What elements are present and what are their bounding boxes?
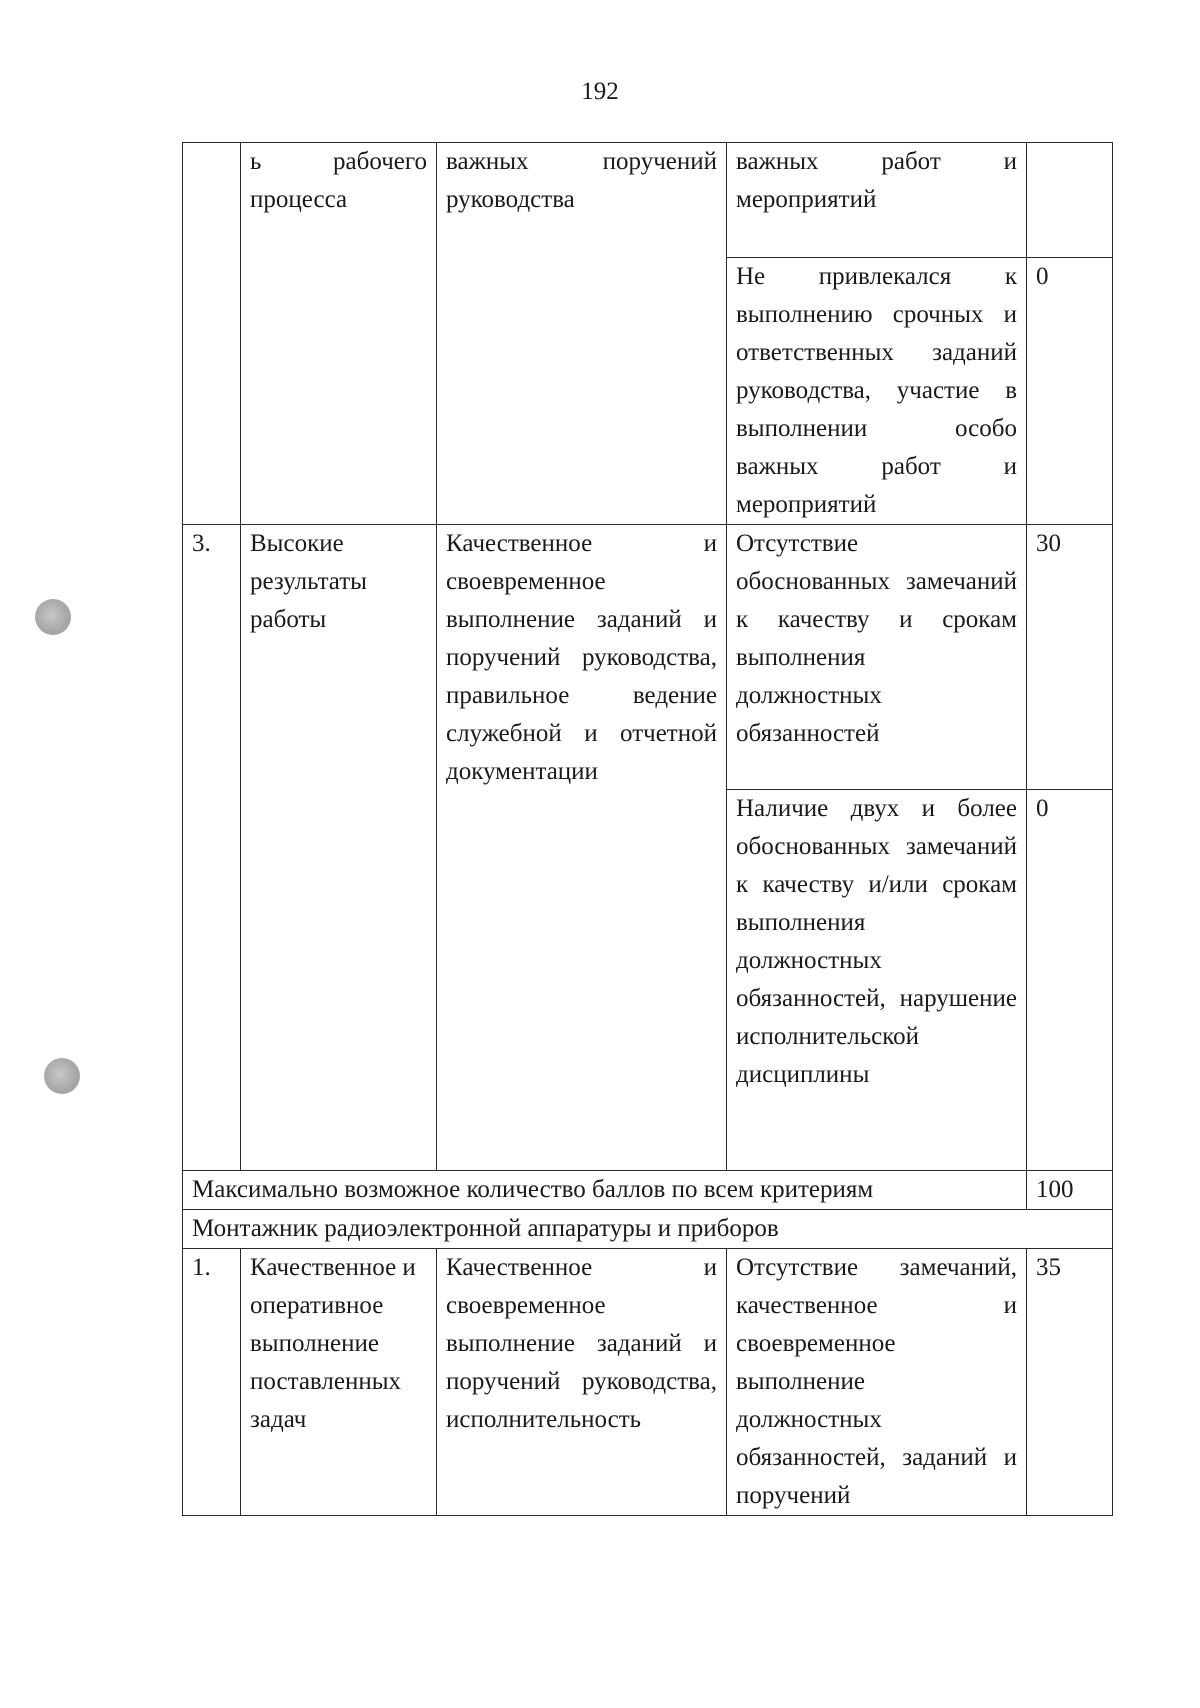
condition-cell: Наличие двух и более обоснованных замечаний к качеству и/или срокам выполнения должностных обязанностей, нарушение исполнительской дисциплины (727, 790, 1027, 1171)
row-number-cell: 3. (183, 525, 241, 1171)
score-cell: 35 (1027, 1249, 1113, 1516)
indicator-cell: Качественное и своевременное выполнение заданий и поручений руководства, исполнительность (437, 1249, 727, 1516)
score-cell (1027, 143, 1113, 258)
row-number-cell (183, 143, 241, 525)
table-row (183, 143, 1113, 258)
total-label: Максимально возможное количество баллов по всем критериям (183, 1171, 1027, 1210)
condition-cell: Отсутствие обоснованных замечаний к качеству и срокам выполнения должностных обязанностей (727, 525, 1027, 790)
indicator-cell: Качественное и своевременное выполнение заданий и поручений руководства, правильное ведение служебной и отчетной документации (437, 525, 727, 1171)
score-cell: 0 (1027, 790, 1113, 1171)
section-header: Монтажник радиоэлектронной аппаратуры и приборов (183, 1210, 1113, 1249)
section-header-row (183, 1210, 1113, 1249)
condition-cell: Отсутствие замечаний, качественное и своевременное выполнение должностных обязанностей, заданий и поручений (727, 1249, 1027, 1516)
condition-cell: Не привлекался к выполнению срочных и ответственных заданий руководства, участие в выполнении особо важных работ и мероприятий (727, 258, 1027, 525)
total-value: 100 (1027, 1171, 1113, 1210)
row-number-cell: 1. (183, 1249, 241, 1516)
score-cell: 0 (1027, 258, 1113, 525)
punch-hole-mark (44, 1058, 80, 1094)
indicator-cell: важных поручений руководства (437, 143, 727, 525)
score-cell: 30 (1027, 525, 1113, 790)
criteria-table (182, 142, 1113, 1516)
condition-cell: важных работ и мероприятий (727, 143, 1027, 258)
criterion-cell: Высокие результаты работы (241, 525, 437, 1171)
table-row (183, 1249, 1113, 1516)
table-row (183, 525, 1113, 790)
total-row (183, 1171, 1113, 1210)
criterion-cell: Качественное и оперативное выполнение поставленных задач (241, 1249, 437, 1516)
page-number: 192 (581, 78, 619, 105)
punch-hole-mark (35, 599, 71, 635)
criterion-cell: ь рабочего процесса (241, 143, 437, 525)
